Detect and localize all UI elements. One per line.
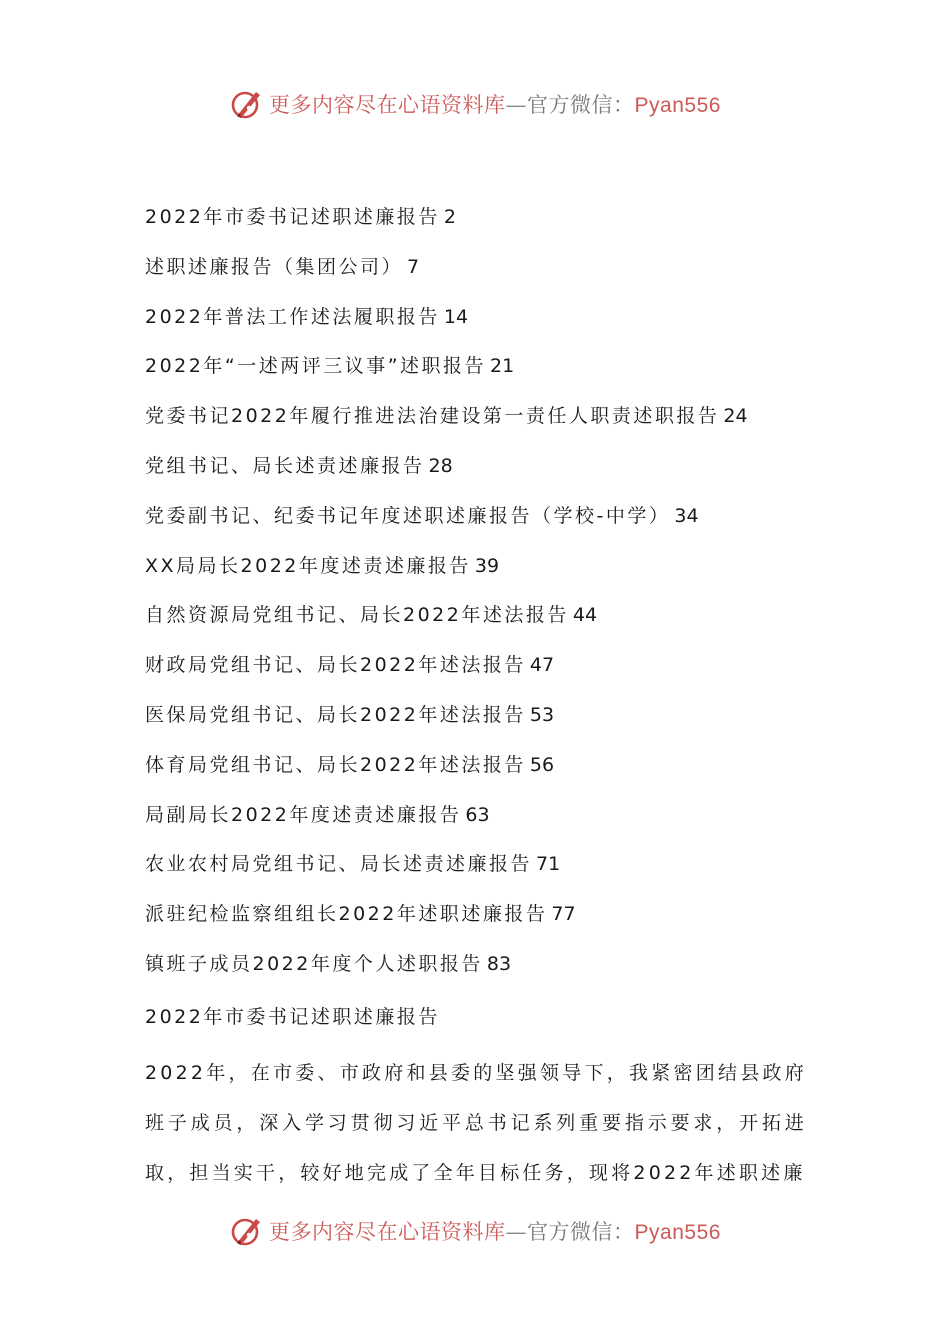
toc-entry[interactable] [145,896,825,946]
banner-wechat-label: 官方微信： [527,93,635,117]
pen-logo-icon [229,86,265,122]
toc-entry[interactable] [145,249,825,299]
table-of-contents [145,199,825,996]
banner-text [269,1216,721,1246]
toc-entry-page: 83 [486,952,512,975]
toc-entry-page: 39 [474,554,500,577]
toc-entry-title: 派驻纪检监察组组长2022年述职述廉报告 [145,903,548,926]
toc-entry[interactable] [145,946,825,996]
toc-entry-title: 党委书记2022年履行推进法治建设第一责任人职责述职报告 [145,405,720,428]
toc-entry[interactable] [145,348,825,398]
toc-entry[interactable] [145,299,825,349]
toc-entry-page: 44 [572,604,598,627]
toc-entry[interactable] [145,498,825,548]
toc-entry[interactable] [145,199,825,249]
toc-entry[interactable] [145,747,825,797]
toc-entry-page: 63 [465,803,490,826]
toc-entry-title: 财政局党组书记、局长2022年述法报告 [145,654,526,677]
toc-entry-page: 77 [551,903,576,926]
toc-entry-title: 述职述廉报告（集团公司） [145,255,404,278]
footer-banner [0,1211,950,1251]
toc-entry-title: 体育局党组书记、局长2022年述法报告 [145,753,526,776]
toc-entry-title: 局副局长2022年度述责述廉报告 [145,803,462,826]
toc-entry-page: 53 [529,703,555,726]
toc-entry-title: 2022年“一述两评三议事”述职报告 [145,355,487,378]
toc-entry[interactable] [145,697,825,747]
toc-entry-page: 56 [529,753,555,776]
header-banner [0,84,950,124]
toc-entry-page: 21 [490,355,515,378]
toc-entry[interactable] [145,647,825,697]
toc-entry-page: 47 [529,654,555,677]
banner-separator: — [505,93,528,117]
toc-entry-title: XX局局长2022年度述责述廉报告 [145,554,471,577]
banner-main-text: 更多内容尽在心语资料库 [269,93,506,117]
banner-wechat-label: 官方微信： [527,1220,635,1244]
banner-separator: — [505,1220,528,1244]
toc-entry-page: 34 [674,504,699,527]
toc-entry[interactable] [145,548,825,598]
toc-entry-page: 28 [428,454,453,477]
body-paragraph: 2022年，在市委、市政府和县委的坚强领导下，我紧密团结县政府班子成员，深入学习贯彻习近平总书记系列重要指示要求，开拓进取，担当实干，较好地完成了全年目标任务，现将2022年述职述廉 [145,1062,807,1184]
banner-main-text: 更多内容尽在心语资料库 [269,1220,506,1244]
toc-entry-page: 71 [536,853,561,876]
banner-text [269,89,721,119]
toc-entry[interactable] [145,398,825,448]
toc-entry[interactable] [145,797,825,847]
toc-entry-title: 农业农村局党组书记、局长述责述廉报告 [145,853,533,876]
banner-wechat-id: Pyan556 [634,94,721,117]
toc-entry-title: 2022年普法工作述法履职报告 [145,305,440,328]
toc-entry-title: 自然资源局党组书记、局长2022年述法报告 [145,604,569,627]
toc-entry[interactable] [145,846,825,896]
section-heading: 2022年市委书记述职述廉报告 [145,1006,440,1028]
toc-entry-page: 2 [443,206,456,228]
toc-entry[interactable] [145,597,825,647]
toc-entry[interactable] [145,448,825,498]
toc-entry-title: 镇班子成员2022年度个人述职报告 [145,952,483,975]
banner-wechat-id: Pyan556 [634,1221,721,1244]
toc-entry-title: 医保局党组书记、局长2022年述法报告 [145,703,526,726]
toc-entry-page: 24 [723,405,748,428]
toc-entry-page: 14 [443,305,469,328]
toc-entry-title: 党委副书记、纪委书记年度述职述廉报告（学校-中学） [145,504,671,527]
toc-entry-page: 7 [407,255,420,278]
toc-entry-title: 党组书记、局长述责述廉报告 [145,454,425,477]
toc-entry-title: 2022年市委书记述职述廉报告 [145,206,440,228]
pen-logo-icon [229,1213,265,1249]
